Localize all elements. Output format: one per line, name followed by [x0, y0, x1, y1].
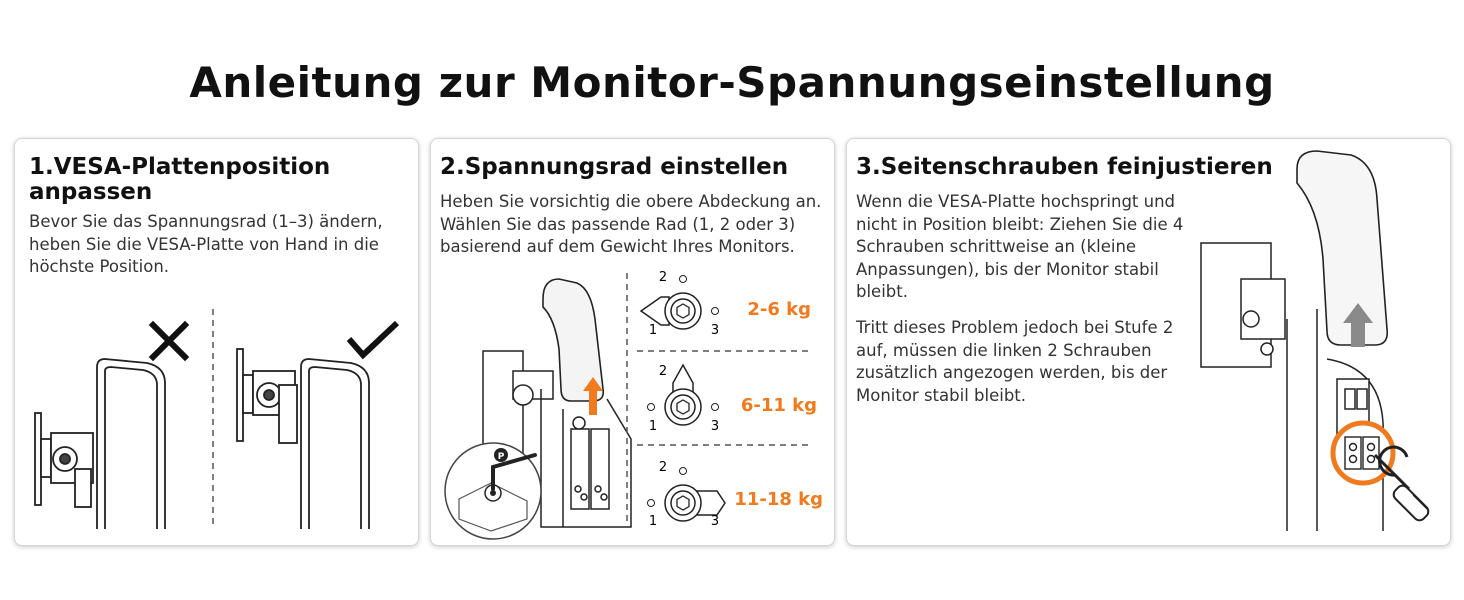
wheel-1-label-3: 3	[710, 323, 720, 338]
step-2-text: Heben Sie vorsichtig die obere Abdeckung an. Wählen Sie das passende Rad (1, 2 oder 3) basierend auf dem Gewicht Ihres Monitors.	[440, 192, 822, 256]
wheel-1-label-1: 1	[648, 323, 658, 338]
weight-range-2: 6-11 kg	[740, 395, 817, 416]
step-1-heading: 1.VESA-Plattenposition anpassen	[29, 154, 331, 205]
step-3-illustration	[847, 139, 1450, 545]
wheel-1-label-2: 2	[658, 270, 668, 285]
tool-badge: P	[497, 452, 505, 462]
top-cover	[1297, 151, 1387, 345]
step-3-text-2: Tritt dieses Problem jedoch bei Stufe 2 auf, müssen die linken 2 Schrauben zusätzlich angezogen werden, bis der Monitor stabil bleibt.	[856, 318, 1174, 405]
check-icon	[349, 323, 397, 355]
step-card-1	[14, 138, 419, 546]
hex-key-inset	[445, 443, 541, 539]
wheel-3-label-3: 3	[710, 514, 720, 529]
step-2-heading: 2.Spannungsrad einstellen	[440, 154, 789, 180]
wheel-2-label-2: 2	[658, 364, 668, 379]
step-1-text: Bevor Sie das Spannungsrad (1–3) ändern, heben Sie die VESA-Platte von Hand in die höchste Position.	[29, 212, 383, 276]
step-3-heading: 3.Seitenschrauben feinjustieren	[856, 154, 1273, 180]
weight-range-3: 11-18 kg	[734, 489, 823, 510]
wheel-2-label-3: 3	[710, 419, 720, 434]
monitor-correct-illustration	[237, 349, 369, 529]
weight-range-1: 2-6 kg	[747, 299, 811, 320]
step-2-illustration	[431, 139, 834, 545]
wheel-setting-3	[648, 460, 726, 529]
page-title: Anleitung zur Monitor-Spannungseinstellung	[189, 58, 1275, 107]
step-1-illustration	[15, 139, 418, 545]
step-card-2	[430, 138, 835, 546]
cross-icon	[153, 325, 185, 357]
wheel-3-label-1: 1	[648, 514, 658, 529]
wheel-setting-1	[641, 270, 719, 338]
step-3-text-1: Wenn die VESA-Platte hochspringt und nicht in Position bleibt: Ziehen Sie die 4 Schrauben schrittweise an (kleine Anpassungen), bis der Monitor stabil bleibt.	[856, 192, 1184, 301]
wheel-setting-2	[648, 364, 720, 434]
wheel-2-label-1: 1	[648, 419, 658, 434]
wheel-3-label-2: 2	[658, 460, 668, 475]
monitor-wrong-illustration	[35, 359, 165, 529]
step-card-3	[846, 138, 1451, 546]
